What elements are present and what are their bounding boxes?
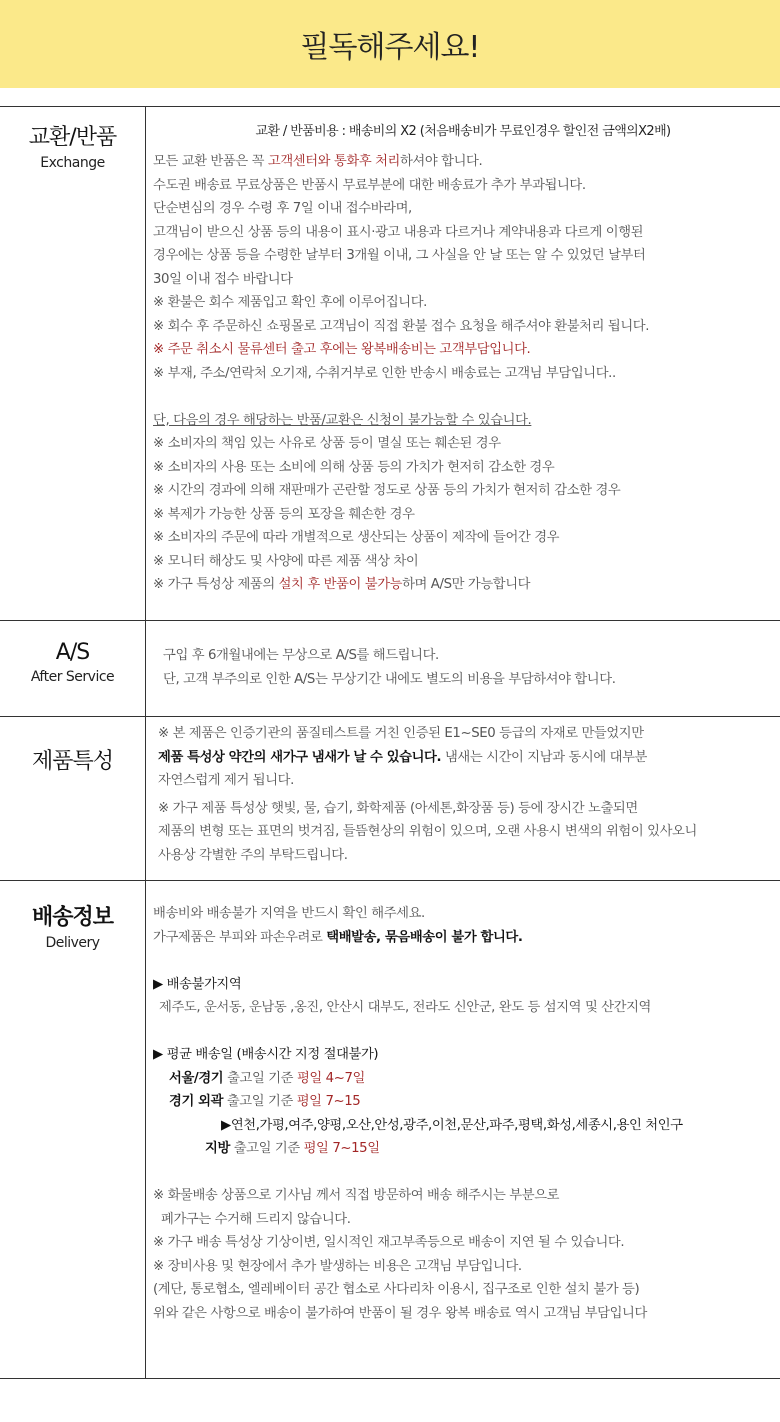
product-line: ※ 가구 제품 특성상 햇빛, 물, 습기, 화학제품 (아세톤,화장품 등) 등에 장시간 노출되면 xyxy=(158,800,638,816)
as-line: 단, 고객 부주의로 인한 A/S는 무상기간 내에도 별도의 비용을 부담하셔야 합니다. xyxy=(163,671,616,687)
product-line: 자연스럽게 제거 됩니다. xyxy=(158,773,294,788)
as-label xyxy=(0,640,145,685)
exchange-fee: 교환 / 반품비용 : 배송비의 X2 (처음배송비가 무료인경우 할인전 금액의X2배) xyxy=(255,124,671,139)
exchange-line: 모든 교환 반품은 꼭 고객센터와 통화후 처리하셔야 합니다. xyxy=(153,154,483,169)
product-line: 제품의 변형 또는 표면의 벗겨짐, 들뜸현상의 위험이 있으며, 오랜 사용시 변색의 위험이 있사오니 xyxy=(158,824,697,839)
delivery-label xyxy=(0,900,145,951)
spacer xyxy=(153,949,773,973)
spacer xyxy=(153,1161,773,1185)
restriction-item: ※ 시간의 경과에 의해 재판매가 곤란할 정도로 상품 등의 가치가 현저히 감소한 경우 xyxy=(153,483,621,498)
area-list: 제주도, 운서동, 운남동 ,옹진, 안산시 대부도, 전라도 신안군, 완도 등 섬지역 및 산간지역 xyxy=(159,1000,652,1015)
banner-title: 필독해주세요! xyxy=(300,30,480,65)
delivery-subtitle: Delivery xyxy=(45,935,100,951)
schedule-local: 지방 출고일 기준 평일 7~15일 xyxy=(205,1141,380,1156)
area-title: ▶ 배송불가지역 xyxy=(153,976,242,992)
exchange-line: 단순변심의 경우 수령 후 7일 이내 접수바라며, xyxy=(153,201,412,216)
exchange-line: 경우에는 상품 등을 수령한 날부터 3개월 이내, 그 사실을 안 날 또는 알 수 있었던 날부터 xyxy=(153,248,646,263)
as-title: A/S xyxy=(55,640,90,665)
exchange-note: ※ 부재, 주소/연락처 오기재, 수취거부로 인한 반송시 배송료는 고객님 부담입니다.. xyxy=(153,365,616,381)
spacer xyxy=(153,1020,773,1044)
delivery-note: 위와 같은 사항으로 배송이 불가하여 반품이 될 경우 왕복 배송료 역시 고객님 부담입니다 xyxy=(153,1305,647,1321)
outer-area-list: ▶연천,가평,여주,양평,오산,안성,광주,이천,문산,파주,평택,화성,세종시,용인 처인구 xyxy=(221,1117,683,1133)
avg-title: ▶ 평균 배송일 (배송시간 지정 절대불가) xyxy=(153,1047,379,1062)
exchange-label xyxy=(0,120,145,171)
as-subtitle: After Service xyxy=(30,669,115,685)
restriction-item: ※ 복제가 가능한 상품 등의 포장을 훼손한 경우 xyxy=(153,506,415,522)
notice-banner xyxy=(0,0,780,88)
delivery-note: ※ 가구 배송 특성상 기상이변, 일시적인 재고부족등으로 배송이 지연 될 수 있습니다. xyxy=(153,1235,625,1250)
restriction-item: ※ 소비자의 주문에 따라 개별적으로 생산되는 상품이 제작에 들어간 경우 xyxy=(153,530,560,545)
divider-exchange xyxy=(0,620,780,621)
exchange-note: ※ 환불은 회수 제품입고 확인 후에 이루어집니다. xyxy=(153,295,427,310)
divider-as xyxy=(0,716,780,717)
product-content xyxy=(158,722,778,867)
delivery-note: (계단, 통로협소, 엘레베이터 공간 협소로 사다리차 이용시, 집구조로 인한 설치 불가 등) xyxy=(153,1282,640,1297)
exchange-line: 수도권 배송료 무료상품은 반품시 무료부분에 대한 배송료가 추가 부과됩니다. xyxy=(153,177,586,193)
column-divider xyxy=(145,106,146,1378)
delivery-title: 배송정보 xyxy=(31,905,113,930)
delivery-note: 폐가구는 수거해 드리지 않습니다. xyxy=(161,1211,351,1227)
restriction-title: 단, 다음의 경우 해당하는 반품/교환은 신청이 불가능할 수 있습니다. xyxy=(153,412,532,428)
product-line: 제품 특성상 약간의 새가구 냄새가 날 수 있습니다. 냄새는 시간이 지남과 동시에 대부분 xyxy=(158,749,647,765)
schedule-outer: 경기 외곽 출고일 기준 평일 7~15 xyxy=(169,1094,361,1109)
exchange-content xyxy=(153,122,773,597)
divider-bottom xyxy=(0,1378,780,1379)
delivery-note: ※ 장비사용 및 현장에서 추가 발생하는 비용은 고객님 부담입니다. xyxy=(153,1258,522,1274)
restriction-item: ※ 소비자의 사용 또는 소비에 의해 상품 등의 가치가 현저히 감소한 경우 xyxy=(153,459,555,475)
as-line: 구입 후 6개월내에는 무상으로 A/S를 해드립니다. xyxy=(163,648,439,663)
schedule-seoul: 서울/경기 출고일 기준 평일 4~7일 xyxy=(169,1070,365,1086)
delivery-line: 배송비와 배송불가 지역을 반드시 확인 해주세요. xyxy=(153,906,425,921)
divider-product xyxy=(0,880,780,881)
exchange-title: 교환/반품 xyxy=(28,125,117,150)
delivery-line: 가구제품은 부피와 파손우려로 택배발송, 묶음배송이 불가 합니다. xyxy=(153,929,523,945)
restriction-item: ※ 가구 특성상 제품의 설치 후 반품이 불가능하며 A/S만 가능합니다 xyxy=(153,577,531,592)
restriction-item: ※ 모니터 해상도 및 사양에 따른 제품 색상 차이 xyxy=(153,553,419,569)
exchange-subtitle: Exchange xyxy=(40,155,105,171)
product-line: 사용상 각별한 주의 부탁드립니다. xyxy=(158,847,348,863)
spacer xyxy=(153,385,773,409)
delivery-content xyxy=(153,902,773,1325)
exchange-line: 30일 이내 접수 바랍니다 xyxy=(153,271,293,287)
delivery-note: ※ 화물배송 상품으로 기사님 께서 직접 방문하여 배송 해주시는 부분으로 xyxy=(153,1188,560,1203)
restriction-item: ※ 소비자의 책임 있는 사유로 상품 등이 멸실 또는 훼손된 경우 xyxy=(153,436,501,451)
as-content xyxy=(163,644,780,691)
divider-top xyxy=(0,106,780,107)
exchange-note-highlight: ※ 주문 취소시 물류센터 출고 후에는 왕복배송비는 고객부담입니다. xyxy=(153,342,531,357)
exchange-line: 고객님이 받으신 상품 등의 내용이 표시·광고 내용과 다르거나 계약내용과 다르게 이행된 xyxy=(153,224,644,240)
product-title: 제품특성 xyxy=(31,749,113,774)
product-line: ※ 본 제품은 인증기관의 품질테스트를 거친 인증된 E1~SE0 등급의 자재로 만들었지만 xyxy=(158,726,644,741)
exchange-note: ※ 회수 후 주문하신 쇼핑몰로 고객님이 직접 환불 접수 요청을 해주셔야 환불처리 됩니다. xyxy=(153,318,650,334)
product-label xyxy=(0,744,145,775)
